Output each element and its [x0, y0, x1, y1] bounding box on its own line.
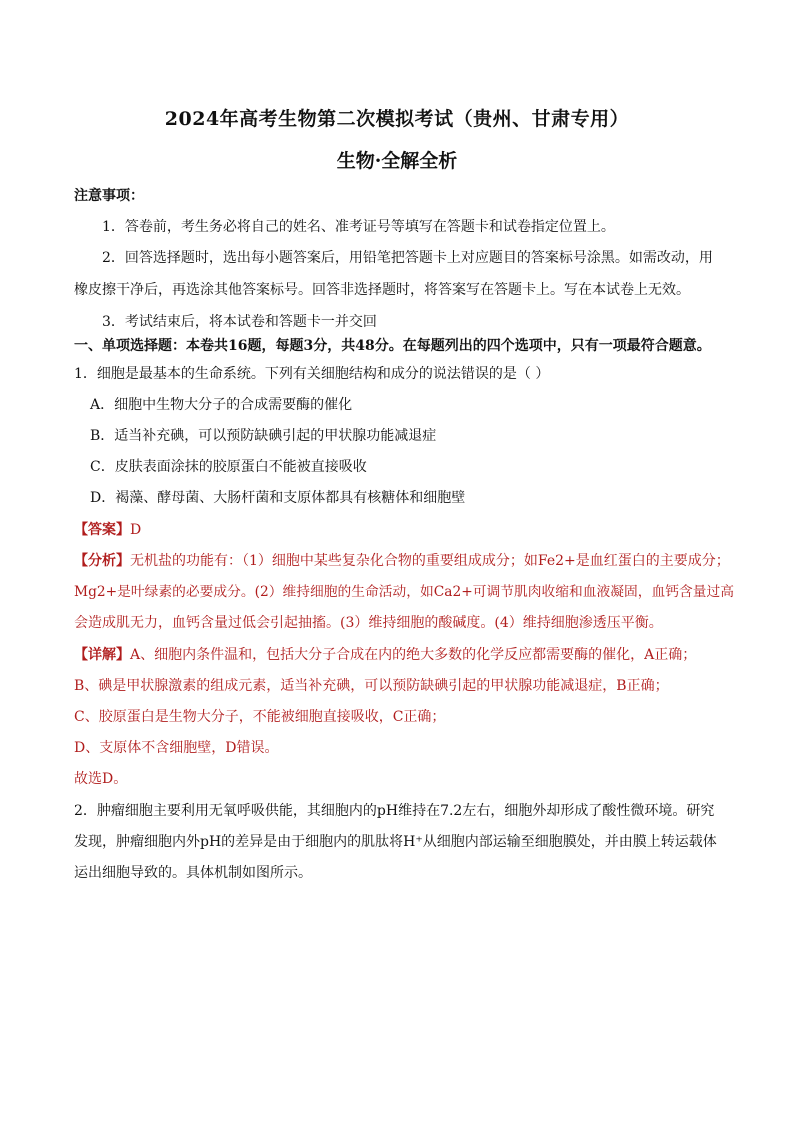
question-1-option-b: B．适当补充碘，可以预防缺碘引起的甲状腺功能减退症	[90, 428, 437, 444]
notes-heading: 注意事项：	[74, 188, 144, 204]
question-1-stem: 1．细胞是最基本的生命系统。下列有关细胞结构和成分的说法错误的是（ ）	[74, 366, 550, 382]
analysis-label: 【分析】	[74, 553, 130, 569]
question-2-line-2: 发现，肿瘤细胞内外pH的差异是由于细胞内的肌肽将H⁺从细胞内部运输至细胞膜处，并由膜上转运载体	[74, 834, 717, 850]
question-1-option-d: D．褐藻、酵母菌、大肠杆菌和支原体都具有核糖体和细胞壁	[90, 490, 466, 506]
detail-text-a: A、细胞内条件温和，包括大分子合成在内的绝大多数的化学反应都需要酶的催化，A正确；	[130, 647, 697, 663]
detail-label: 【详解】	[74, 647, 130, 663]
answer-value: D	[130, 522, 142, 538]
question-1-option-c: C．皮肤表面涂抹的胶原蛋白不能被直接吸收	[90, 459, 367, 475]
detail-line-d: D、支原体不含细胞壁，D错误。	[74, 740, 279, 756]
notes-item-1: 1．答卷前，考生务必将自己的姓名、准考证号等填写在答题卡和试卷指定位置上。	[102, 219, 615, 235]
document-title: 2024年高考生物第二次模拟考试（贵州、甘肃专用）	[164, 108, 630, 130]
answer-label: 【答案】	[74, 522, 130, 538]
analysis-line-2: Mg2+是叶绿素的必要成分。(2）维持细胞的生命活动，如Ca2+可调节肌肉收缩和血液凝固，血钙含量过高	[74, 584, 735, 600]
analysis-text-1: 无机盐的功能有：（1）细胞中某些复杂化合物的重要组成成分；如Fe2+是血红蛋白的主要成分；	[130, 553, 730, 569]
notes-item-3: 3．考试结束后，将本试卷和答题卡一并交回	[102, 314, 377, 330]
detail-line-a	[74, 645, 696, 665]
detail-line-c: C、胶原蛋白是生物大分子，不能被细胞直接吸收，C正确；	[74, 709, 446, 725]
analysis-line-1	[74, 551, 730, 571]
notes-item-2-cont: 橡皮擦干净后，再选涂其他答案标号。回答非选择题时，将答案写在答题卡上。写在本试卷上无效。	[74, 282, 690, 298]
question-1-option-a: A．细胞中生物大分子的合成需要酶的催化	[90, 397, 353, 413]
answer-line	[74, 520, 141, 540]
document-subtitle: 生物·全解全析	[336, 150, 458, 172]
detail-line-b: B、碘是甲状腺激素的组成元素，适当补充碘，可以预防缺碘引起的甲状腺功能减退症，B正确；	[74, 678, 669, 694]
question-2-line-3: 运出细胞导致的。具体机制如图所示。	[74, 865, 312, 881]
notes-item-2: 2．回答选择题时，选出每小题答案后，用铅笔把答题卡上对应题目的答案标号涂黑。如需改动，用	[102, 250, 713, 266]
section-header: 一、单项选择题：本卷共16题，每题3分，共48分。在每题列出的四个选项中，只有一项最符合题意。	[74, 338, 711, 354]
conclusion-line: 故选D。	[74, 771, 128, 787]
analysis-line-3: 会造成肌无力，血钙含量过低会引起抽搐。(3）维持细胞的酸碱度。(4）维持细胞渗透压平衡。	[74, 615, 663, 631]
question-2-line-1: 2．肿瘤细胞主要利用无氧呼吸供能，其细胞内的pH维持在7.2左右，细胞外却形成了酸性微环境。研究	[74, 803, 715, 819]
